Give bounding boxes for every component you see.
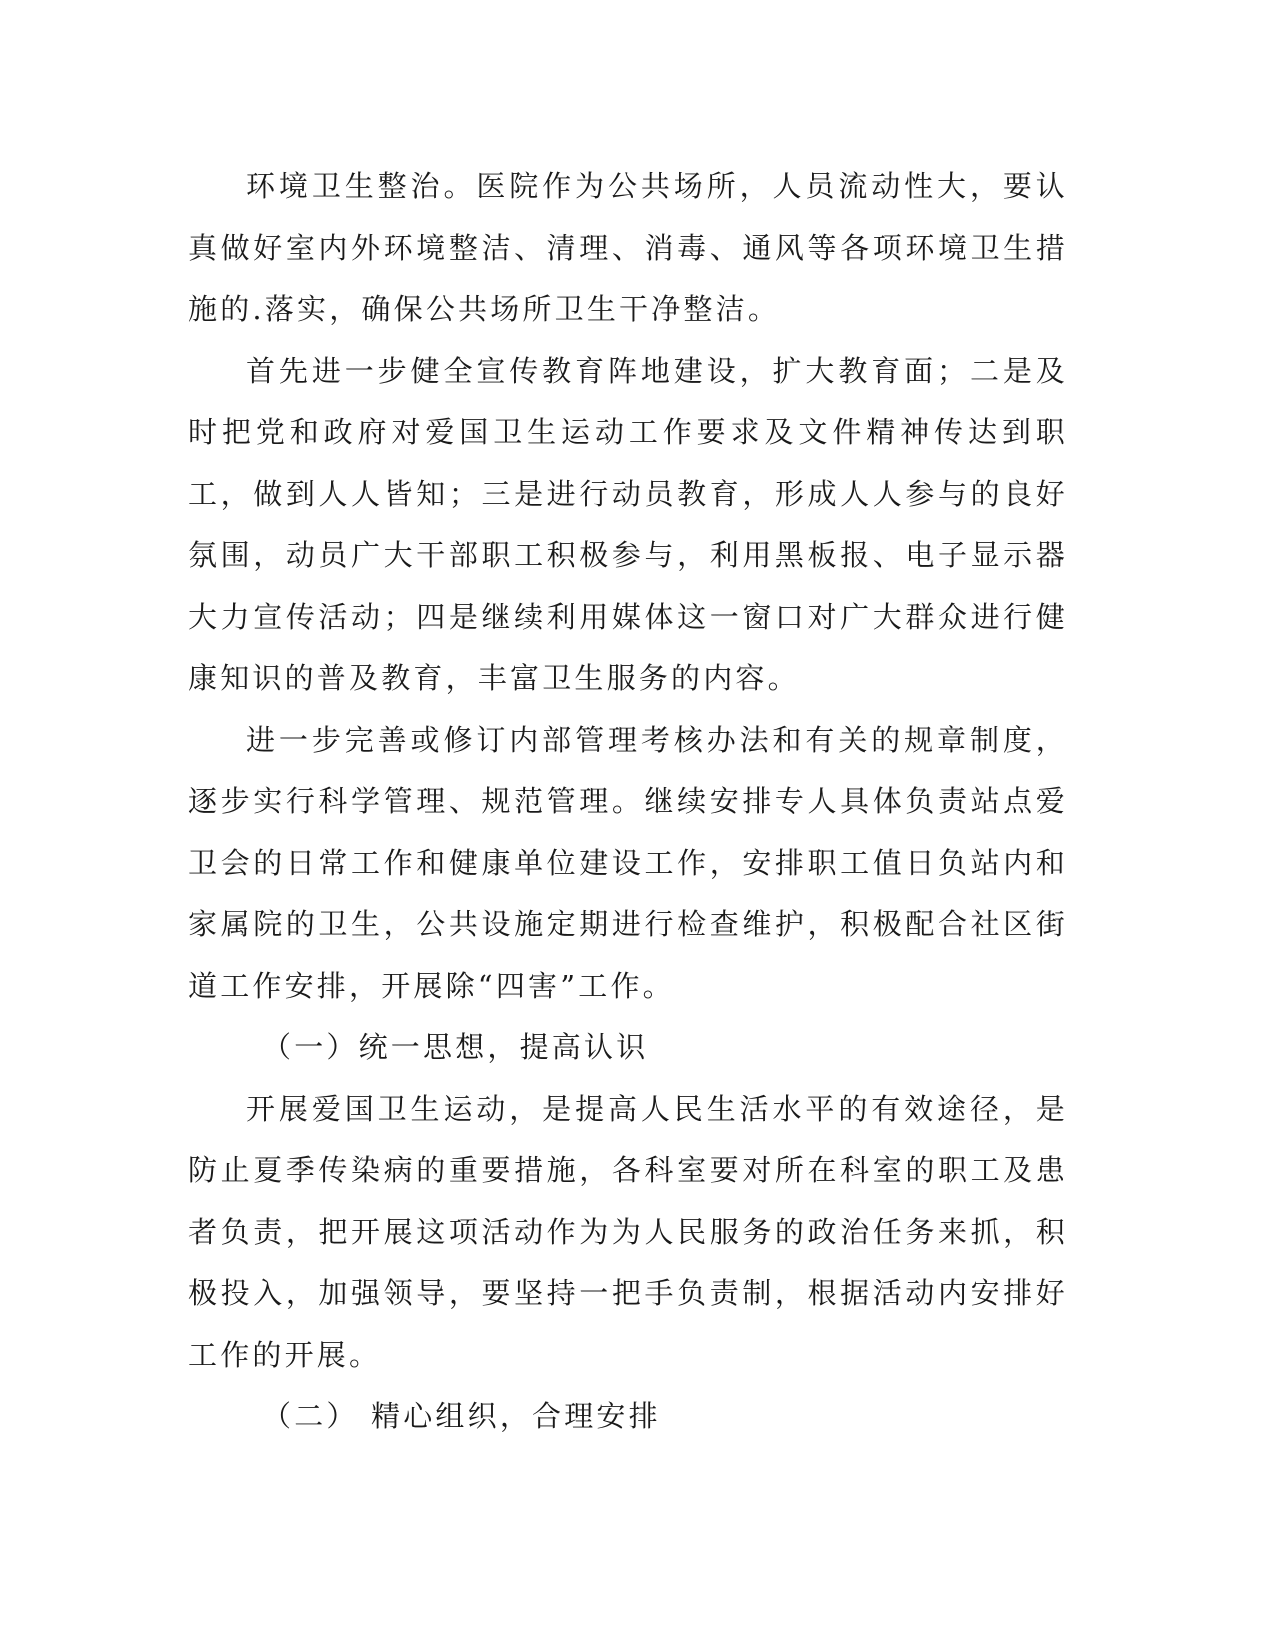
paragraph-publicity-education: 首先进一步健全宣传教育阵地建设，扩大教育面；二是及时把党和政府对爱国卫生运动工作要求及文件精神传达到职工，做到人人皆知；三是进行动员教育，形成人人参与的良好氛围，动员广大干部职工积极参与，利用黑板报、电子显示器大力宣传活动；四是继续利用媒体这一窗口对广大群众进行健康知识的普及教育，丰富卫生服务的内容。 xyxy=(188,353,1068,695)
paragraph-patriotic-health-campaign: 开展爱国卫生运动，是提高人民生活水平的有效途径，是防止夏季传染病的重要措施，各科室要对所在科室的职工及患者负责，把开展这项活动作为为人民服务的政治任务来抓，积极投入，加强领导，要坚持一把手负责制，根据活动内安排好工作的开展。 xyxy=(188,1091,1068,1372)
paragraph-environment-sanitation: 环境卫生整治。医院作为公共场所，人员流动性大，要认真做好室内外环境整洁、清理、消毒、通风等各项环境卫生措施的.落实，确保公共场所卫生干净整洁。 xyxy=(188,169,1068,326)
document-body xyxy=(188,156,1068,1448)
paragraph-management-rules: 进一步完善或修订内部管理考核办法和有关的规章制度，逐步实行科学管理、规范管理。继续安排专人具体负责站点爱卫会的日常工作和健康单位建设工作，安排职工值日负站内和家属院的卫生，公共设施定期进行检查维护，积极配合社区街道工作安排，开展除“四害”工作。 xyxy=(188,722,1068,1003)
section-heading-careful-organization: （二） 精心组织，合理安排 xyxy=(262,1399,661,1433)
section-heading-unify-thinking: （一）统一思想，提高认识 xyxy=(262,1030,649,1064)
